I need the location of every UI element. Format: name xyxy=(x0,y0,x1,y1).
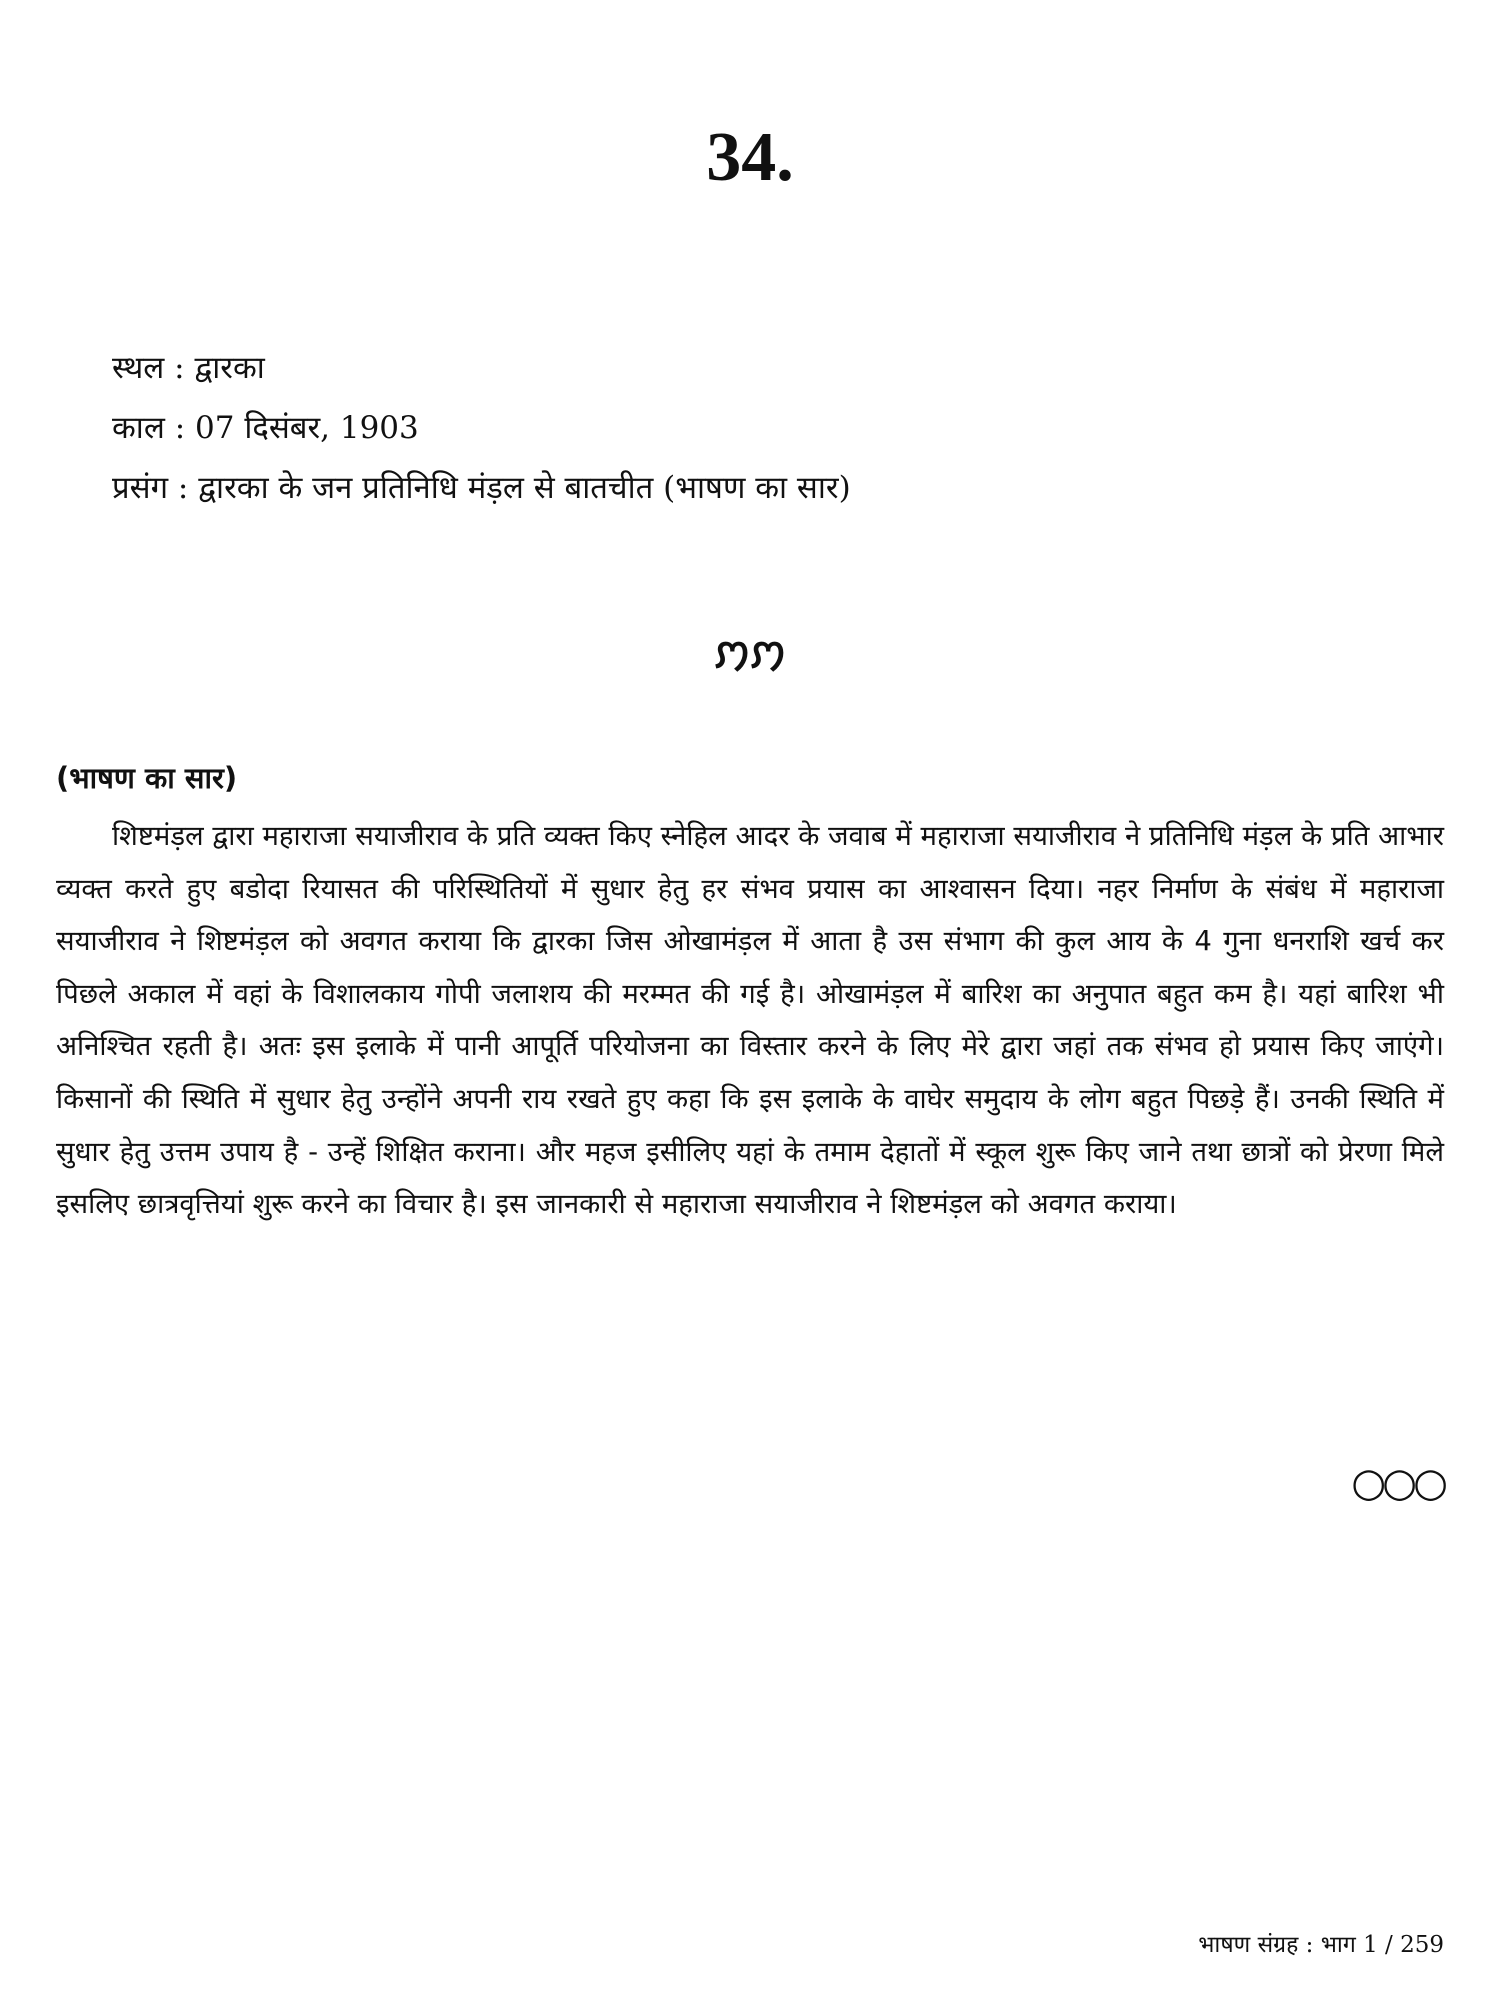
section-heading: (भाषण का सार) xyxy=(56,761,238,795)
context-separator: : xyxy=(177,470,199,506)
chapter-number: 34. xyxy=(706,119,794,196)
context-line xyxy=(112,458,1432,518)
place-label: स्थल xyxy=(112,350,165,386)
context-label: प्रसंग xyxy=(112,470,169,506)
end-mark-ornament: ○○○ xyxy=(1351,1460,1444,1506)
speech-summary-paragraph: शिष्टमंड़ल द्वारा महाराजा सयाजीराव के प्रति व्यक्त किए स्नेहिल आदर के जवाब में महाराजा सयाजीराव ने प्रतिनिधि मंड़ल के प्रति आभार व्यक्त करते हुए बडोदा रियासत की परिस्थितियों में सुधार हेतु हर संभव प्रयास का आश्वासन दिया। नहर निर्माण के संबंध में महाराजा सयाजीराव ने शिष्टमंड़ल को अवगत कराया कि द्वारका जिस ओखामंड़ल में आता है उस संभाग की कुल आय के 4 गुना धनराशि खर्च कर पिछले अकाल में वहां के विशालकाय गोपी जलाशय की मरम्मत की गई है। ओखामंड़ल में बारिश का अनुपात बहुत कम है। यहां बारिश भी अनिश्चित रहती है। अतः इस इलाके में पानी आपूर्ति परियोजना का विस्तार करने के लिए मेरे द्वारा जहां तक संभव हो प्रयास किए जाएंगे। किसानों की स्थिति में सुधार हेतु उन्होंने अपनी राय रखते हुए कहा कि इस इलाके के वाघेर समुदाय के लोग बहुत पिछड़े हैं। उनकी स्थिति में सुधार हेतु उत्तम उपाय है - उन्हें शिक्षित कराना। और महज इसीलिए यहां के तमाम देहातों में स्कूल शुरू किए जाने तथा छात्रों को प्रेरणा मिले इसलिए छात्रवृत्तियां शुरू करने का विचार है। इस जानकारी से महाराजा सयाजीराव ने शिष्टमंड़ल को अवगत कराया। xyxy=(56,820,1444,1221)
place-separator: : xyxy=(174,350,195,386)
context-value: द्वारका के जन प्रतिनिधि मंड़ल से बातचीत (भाषण का सार) xyxy=(198,470,851,506)
ornament-divider: ꩀꩀ xyxy=(714,629,786,676)
date-line xyxy=(112,398,1432,458)
place-value: द्वारका xyxy=(194,350,265,386)
date-label: काल xyxy=(112,410,165,446)
speech-metadata xyxy=(112,338,1432,518)
date-separator: : xyxy=(174,410,196,446)
place-line xyxy=(112,338,1432,398)
date-value: 07 दिसंबर, 1903 xyxy=(195,410,419,446)
page-footer: भाषण संग्रह : भाग 1 / 259 xyxy=(1198,1932,1444,1958)
